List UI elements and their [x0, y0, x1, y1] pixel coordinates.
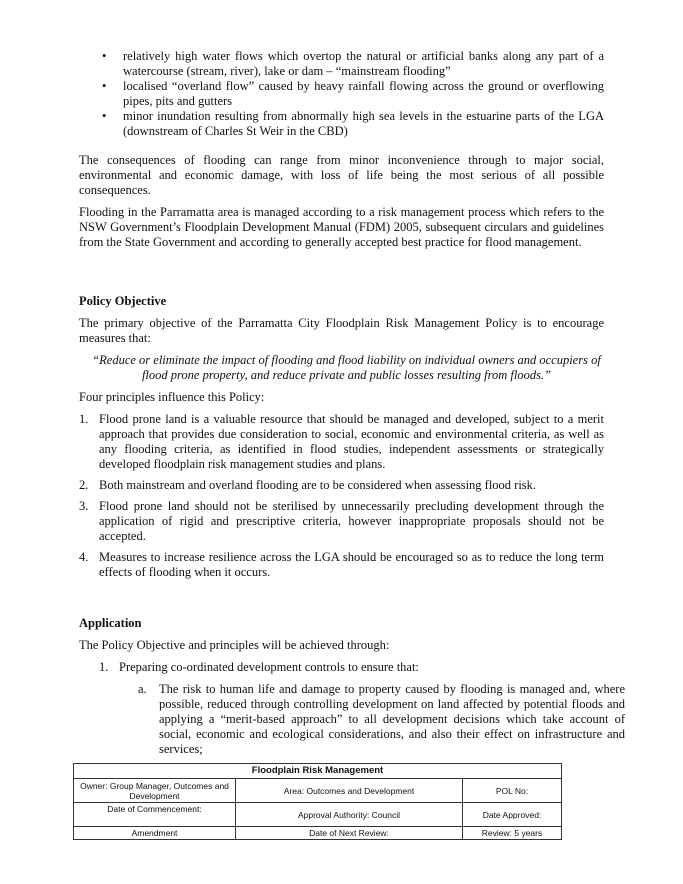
policy-info-table — [73, 763, 562, 840]
review-cell: Review: 5 years — [463, 827, 562, 840]
next-review-cell: Date of Next Review: — [236, 827, 463, 840]
date-approved-cell: Date Approved: — [463, 803, 562, 827]
objective-intro: The primary objective of the Parramatta City Floodplain Risk Management Policy is to encourage measures that: — [79, 316, 604, 345]
approval-authority-cell: Approval Authority: Council — [236, 803, 463, 827]
management-paragraph: Flooding in the Parramatta area is managed according to a risk management process which refers to the NSW Government’s Floodplain Development Manual (FDM) 2005, subsequent circulars and guidelines from the State Government and according to generally accepted best practice for flood management. — [79, 205, 604, 249]
commencement-cell: Date of Commencement: — [74, 803, 236, 827]
application-sub-item-a: a. The risk to human life and damage to property caused by flooding is managed and, where possible, reduced through controlling development on land affected by potential floods and applying a “merit-based approach” to all development decisions which take account of social, economic and ecological considerations, and also their effect on infrastructure and services; — [138, 682, 625, 756]
bullet-icon: • — [102, 79, 107, 93]
list-item: 4. Measures to increase resilience across the LGA should be encouraged so as to reduce the long term effects of flooding when it occurs. — [79, 550, 604, 579]
pol-no-cell: POL No: — [463, 779, 562, 803]
list-item: 1. Flood prone land is a valuable resource that should be managed and developed, subject to a merit approach that provides due consideration to social, economic and environmental criteria, as well as any flooding criteria, as identified in flood studies, independent assessments or strategically developed floodplain risk management studies and plans. — [79, 412, 604, 471]
application-intro: The Policy Objective and principles will be achieved through: — [79, 638, 390, 652]
list-item: 3. Flood prone land should not be sterilised by unnecessarily precluding development through the application of rigid and prescriptive criteria, however inappropriate proposals should not be accepted. — [79, 499, 604, 543]
owner-cell: Owner: Group Manager, Outcomes and Development — [74, 779, 236, 803]
amendment-cell: Amendment — [74, 827, 236, 840]
principles-list — [79, 412, 604, 586]
list-item: 2. Both mainstream and overland flooding are to be considered when assessing flood risk. — [79, 478, 537, 492]
area-cell: Area: Outcomes and Development — [236, 779, 463, 803]
consequences-paragraph: The consequences of flooding can range from minor inconvenience through to major social, environmental and economic damage, with loss of life being the most serious of all possible consequences. — [79, 153, 604, 197]
policy-objective-heading: Policy Objective — [79, 294, 167, 308]
application-item-1: 1. Preparing co-ordinated development controls to ensure that: — [99, 660, 419, 674]
list-item: • localised “overland flow” caused by heavy rainfall flowing across the ground or overflowing pipes, pits and gutters — [102, 79, 604, 108]
list-item: • relatively high water flows which overtop the natural or artificial banks along any part of a watercourse (stream, river), lake or dam – “mainstream flooding” — [102, 49, 604, 78]
application-heading: Application — [79, 616, 142, 630]
principles-intro: Four principles influence this Policy: — [79, 390, 265, 404]
policy-title-cell: Floodplain Risk Management — [74, 764, 562, 779]
flooding-types-list — [98, 49, 604, 139]
list-item: • minor inundation resulting from abnormally high sea levels in the estuarine parts of the LGA (downstream of Charles St Weir in the CBD) — [102, 109, 604, 138]
bullet-icon: • — [102, 49, 107, 63]
objective-quote: “Reduce or eliminate the impact of flooding and flood liability on individual owners and occupiers of flood prone property, and reduce private and public losses resulting from floods.” — [92, 353, 601, 382]
bullet-icon: • — [102, 109, 107, 123]
